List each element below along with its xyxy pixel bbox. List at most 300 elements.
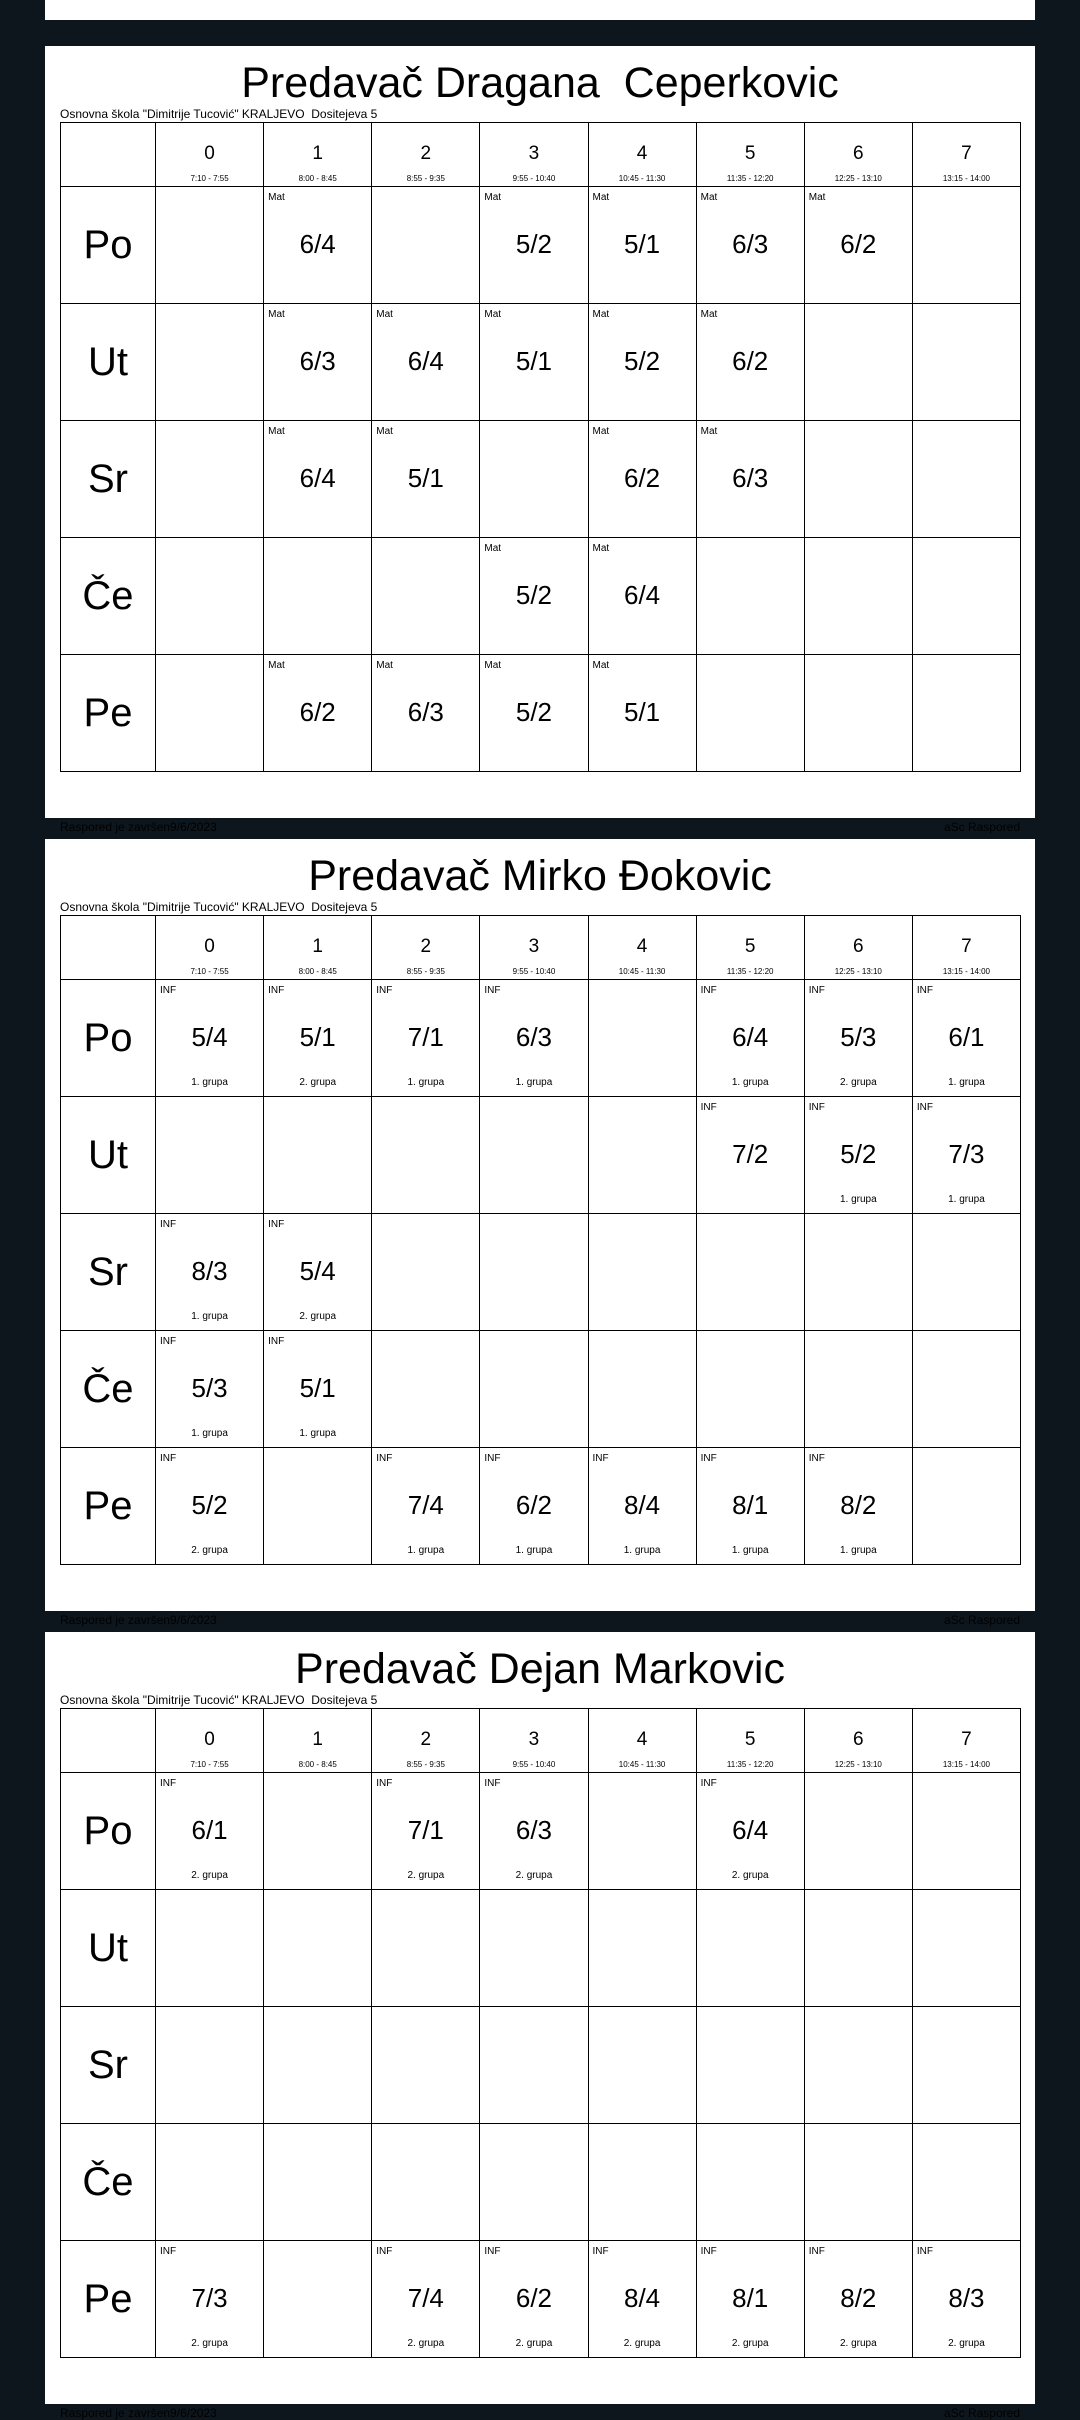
day-row [61,304,1021,421]
empty-cell [804,1331,912,1448]
period-number: 6 [853,143,864,164]
lesson-cell [804,2241,912,2358]
empty-cell [588,2124,696,2241]
class-label: 7/1 [407,1815,444,1845]
class-label: 6/2 [515,2283,553,2313]
class-label: 7/3 [191,2283,228,2313]
empty-cell [912,187,1020,304]
subject-label: INF [160,1778,177,1789]
empty-cell [480,1097,588,1214]
subject-label: Mat [808,192,826,203]
day-row [61,1448,1021,1565]
group-label: 2. grupa [191,1870,228,1881]
day-row [61,980,1021,1097]
class-label: 6/2 [840,229,877,259]
period-time: 9:55 - 10:40 [512,967,556,976]
period-number: 2 [420,936,432,957]
subject-label: INF [268,1336,285,1347]
lesson-cell [588,304,696,421]
lesson-cell [264,655,372,772]
day-label: Sr [61,2007,156,2124]
subject-label: INF [592,1453,609,1464]
lesson-cell [372,421,480,538]
period-number: 4 [636,143,648,164]
lesson-cell [264,187,372,304]
day-label: Če [61,1331,156,1448]
class-label: 6/2 [623,463,661,493]
group-label: 1. grupa [299,1428,337,1439]
period-header [912,123,1020,187]
subject-label: INF [376,2246,393,2257]
class-label: 8/4 [623,2283,661,2313]
lesson-cell [372,2241,480,2358]
class-label: 8/3 [948,2283,985,2313]
empty-cell [372,1331,480,1448]
empty-cell [480,1214,588,1331]
group-label: 1. grupa [839,1545,877,1556]
empty-cell [804,655,912,772]
lesson-cell [480,655,588,772]
subject-label: INF [916,2246,933,2257]
class-label: 6/3 [515,1022,553,1052]
period-number: 1 [312,936,323,957]
class-label: 8/3 [191,1256,228,1286]
group-label: 1. grupa [191,1311,228,1322]
period-time: 12:25 - 13:10 [834,1760,882,1769]
lesson-cell [264,421,372,538]
period-header-row [61,123,1021,187]
lesson-cell [480,187,588,304]
subject-label: Mat [376,426,393,437]
previous-page-edge [45,0,1035,20]
class-label: 5/2 [515,580,553,610]
empty-cell [264,1890,372,2007]
class-label: 5/3 [840,1022,877,1052]
empty-cell [264,1097,372,1214]
lesson-cell [156,2241,264,2358]
lesson-cell [696,1097,804,1214]
period-header [696,1709,804,1773]
subject-label: INF [916,985,933,996]
empty-cell [264,2241,372,2358]
period-header [264,916,372,980]
period-header [156,1709,264,1773]
class-label: 8/2 [840,1490,877,1520]
period-time: 8:55 - 9:35 [406,174,445,183]
period-time: 12:25 - 13:10 [834,174,882,183]
period-number: 2 [420,1729,432,1750]
group-label: 1. grupa [731,1077,769,1088]
lesson-cell [912,1097,1020,1214]
class-label: 6/4 [407,346,444,376]
lesson-cell [156,1448,264,1565]
lesson-cell [264,1214,372,1331]
day-label: Sr [61,1214,156,1331]
empty-cell [480,1890,588,2007]
footer-software: aSc Raspored [943,2406,1020,2420]
day-row [61,655,1021,772]
class-label: 8/1 [732,2283,769,2313]
school-name: Osnovna škola "Dimitrije Tucović" KRALJEVO Dositejeva 5 [60,1693,378,1707]
lesson-cell [696,1448,804,1565]
period-time: 13:15 - 14:00 [942,174,991,183]
day-label: Pe [61,2241,156,2358]
subject-label: Mat [700,426,718,437]
lesson-cell [804,1097,912,1214]
subject-label: INF [268,985,285,996]
day-label: Po [61,187,156,304]
empty-cell [264,1448,372,1565]
lesson-cell [588,538,696,655]
lesson-cell [804,1448,912,1565]
group-label: 1. grupa [948,1077,985,1088]
day-row [61,2124,1021,2241]
subject-label: Mat [268,192,285,203]
class-label: 7/2 [732,1139,769,1169]
period-header [912,916,1020,980]
period-header-row [61,1709,1021,1773]
lesson-cell [480,980,588,1097]
subject-label: INF [160,1219,177,1230]
class-label: 5/1 [623,697,661,727]
group-label: 2. grupa [299,1311,337,1322]
subject-label: Mat [592,192,610,203]
empty-cell [912,538,1020,655]
empty-cell [696,2124,804,2241]
period-number: 4 [636,1729,648,1750]
lesson-cell [156,980,264,1097]
day-row [61,1214,1021,1331]
class-label: 6/4 [732,1022,769,1052]
subject-label: Mat [376,660,393,671]
group-label: 2. grupa [515,1870,553,1881]
period-header [804,123,912,187]
period-header [156,916,264,980]
subject-label: INF [160,1336,177,1347]
empty-cell [912,2124,1020,2241]
class-label: 5/2 [191,1490,228,1520]
class-label: 5/1 [407,463,444,493]
class-label: 5/1 [299,1373,336,1403]
period-number: 0 [204,936,215,957]
period-number: 5 [744,936,756,957]
group-label: 2. grupa [948,2338,985,2349]
period-header [264,1709,372,1773]
empty-cell [156,1890,264,2007]
period-time: 8:55 - 9:35 [406,967,445,976]
empty-cell [156,1097,264,1214]
class-label: 6/4 [623,580,661,610]
group-label: 1. grupa [515,1545,553,1556]
period-number: 7 [961,1729,972,1750]
empty-cell [912,1890,1020,2007]
empty-cell [264,2124,372,2241]
empty-cell [696,2007,804,2124]
empty-cell [372,2007,480,2124]
day-row [61,1773,1021,1890]
period-number: 0 [204,143,215,164]
empty-cell [480,2124,588,2241]
empty-cell [912,1331,1020,1448]
subject-label: Mat [268,660,285,671]
group-label: 1. grupa [407,1545,445,1556]
day-label: Po [61,1773,156,1890]
class-label: 5/1 [623,229,661,259]
period-time: 11:35 - 12:20 [726,967,774,976]
timetable-page [45,46,1035,834]
lesson-cell [480,2241,588,2358]
empty-cell [804,1890,912,2007]
lesson-cell [588,655,696,772]
group-label: 1. grupa [191,1077,228,1088]
period-header [588,1709,696,1773]
empty-cell [804,2124,912,2241]
group-label: 2. grupa [839,1077,877,1088]
period-header [588,123,696,187]
empty-cell [912,421,1020,538]
school-name: Osnovna škola "Dimitrije Tucović" KRALJEVO Dositejeva 5 [60,107,378,121]
subject-label: INF [484,1453,501,1464]
empty-cell [156,538,264,655]
empty-cell [372,1214,480,1331]
empty-cell [588,2007,696,2124]
subject-label: INF [808,985,825,996]
empty-cell [264,2007,372,2124]
subject-label: INF [700,1102,717,1113]
class-label: 5/2 [623,346,661,376]
period-header [372,916,480,980]
empty-cell [480,2007,588,2124]
empty-cell [156,2007,264,2124]
lesson-cell [696,980,804,1097]
subject-label: INF [376,1453,393,1464]
period-number: 6 [853,936,864,957]
day-row [61,538,1021,655]
class-label: 8/4 [623,1490,661,1520]
subject-label: Mat [484,660,502,671]
lesson-cell [156,1331,264,1448]
footer-completed: Raspored je završen9/6/2023 [60,2406,217,2420]
schedule-table [60,1708,1021,2358]
period-time: 10:45 - 11:30 [618,1760,666,1769]
empty-cell [804,2007,912,2124]
empty-cell [588,1331,696,1448]
subject-label: INF [592,2246,609,2257]
period-time: 11:35 - 12:20 [726,174,774,183]
corner-cell [61,1709,156,1773]
group-label: 2. grupa [731,2338,769,2349]
timetable-page [45,1632,1035,2420]
class-label: 7/4 [407,1490,444,1520]
empty-cell [156,655,264,772]
period-time: 8:55 - 9:35 [406,1760,445,1769]
period-header [372,1709,480,1773]
class-label: 5/2 [515,697,553,727]
class-label: 6/4 [732,1815,769,1845]
period-number: 5 [744,143,756,164]
empty-cell [912,655,1020,772]
empty-cell [156,2124,264,2241]
lesson-cell [696,304,804,421]
empty-cell [480,421,588,538]
class-label: 5/1 [299,1022,336,1052]
lesson-cell [264,1331,372,1448]
period-header [804,1709,912,1773]
class-label: 7/3 [948,1139,985,1169]
lesson-cell [480,538,588,655]
group-label: 1. grupa [948,1194,985,1205]
lesson-cell [372,1773,480,1890]
empty-cell [804,1773,912,1890]
empty-cell [912,304,1020,421]
period-time: 9:55 - 10:40 [512,174,556,183]
lesson-cell [588,1448,696,1565]
day-label: Če [61,538,156,655]
period-time: 8:00 - 8:45 [298,1760,337,1769]
subject-label: INF [268,1219,285,1230]
day-label: Po [61,980,156,1097]
subject-label: Mat [700,309,718,320]
group-label: 2. grupa [191,1545,228,1556]
lesson-cell [264,980,372,1097]
lesson-cell [480,1773,588,1890]
class-label: 5/4 [299,1256,336,1286]
schedule-table [60,122,1021,772]
empty-cell [372,538,480,655]
period-header [480,123,588,187]
group-label: 2. grupa [407,1870,445,1881]
subject-label: Mat [376,309,393,320]
group-label: 2. grupa [407,2338,445,2349]
period-time: 9:55 - 10:40 [512,1760,556,1769]
period-header-row [61,916,1021,980]
period-time: 10:45 - 11:30 [618,967,666,976]
empty-cell [804,1214,912,1331]
day-row [61,2007,1021,2124]
subject-label: Mat [592,660,610,671]
empty-cell [912,1448,1020,1565]
subject-label: Mat [700,192,718,203]
group-label: 1. grupa [839,1194,877,1205]
group-label: 2. grupa [191,2338,228,2349]
group-label: 2. grupa [515,2338,553,2349]
period-header [372,123,480,187]
footer-completed: Raspored je završen9/6/2023 [60,1613,217,1627]
empty-cell [912,1214,1020,1331]
corner-cell [61,123,156,187]
subject-label: INF [808,2246,825,2257]
schedule-table [60,915,1021,1565]
subject-label: INF [916,1102,933,1113]
day-label: Ut [61,1097,156,1214]
group-label: 2. grupa [623,2338,661,2349]
class-label: 6/4 [299,463,336,493]
footer-software: aSc Raspored [943,820,1020,834]
lesson-cell [156,1773,264,1890]
period-number: 4 [636,936,648,957]
subject-label: Mat [268,426,285,437]
empty-cell [588,1773,696,1890]
page-title: Predavač Dejan Markovic [295,1645,785,1693]
empty-cell [696,1214,804,1331]
empty-cell [264,538,372,655]
subject-label: Mat [484,309,502,320]
period-number: 5 [744,1729,756,1750]
period-header [480,1709,588,1773]
subject-label: Mat [592,426,610,437]
empty-cell [696,1331,804,1448]
class-label: 8/2 [840,2283,877,2313]
period-number: 7 [961,936,972,957]
lesson-cell [588,187,696,304]
group-label: 2. grupa [731,1870,769,1881]
lesson-cell [696,2241,804,2358]
lesson-cell [372,655,480,772]
period-time: 7:10 - 7:55 [190,967,229,976]
period-time: 12:25 - 13:10 [834,967,882,976]
group-label: 1. grupa [407,1077,445,1088]
empty-cell [156,304,264,421]
empty-cell [588,980,696,1097]
empty-cell [588,1214,696,1331]
empty-cell [696,655,804,772]
subject-label: INF [700,985,717,996]
empty-cell [804,538,912,655]
subject-label: INF [808,1102,825,1113]
subject-label: Mat [592,543,610,554]
class-label: 8/1 [732,1490,769,1520]
day-row [61,421,1021,538]
period-time: 8:00 - 8:45 [298,174,337,183]
lesson-cell [588,421,696,538]
day-row [61,187,1021,304]
class-label: 6/3 [732,229,769,259]
period-time: 13:15 - 14:00 [942,1760,991,1769]
footer-software: aSc Raspored [943,1613,1020,1627]
period-time: 7:10 - 7:55 [190,1760,229,1769]
subject-label: INF [700,2246,717,2257]
class-label: 6/3 [407,697,444,727]
period-number: 3 [528,1729,540,1750]
subject-label: INF [376,985,393,996]
empty-cell [912,1773,1020,1890]
empty-cell [372,1097,480,1214]
period-number: 2 [420,143,432,164]
period-time: 7:10 - 7:55 [190,174,229,183]
lesson-cell [696,421,804,538]
subject-label: INF [160,1453,177,1464]
group-label: 2. grupa [299,1077,337,1088]
class-label: 6/2 [515,1490,553,1520]
lesson-cell [804,980,912,1097]
period-header [264,123,372,187]
subject-label: INF [700,1453,717,1464]
empty-cell [156,187,264,304]
day-label: Če [61,2124,156,2241]
day-row [61,2241,1021,2358]
footer-completed: Raspored je završen9/6/2023 [60,820,217,834]
lesson-cell [372,1448,480,1565]
empty-cell [372,1890,480,2007]
page-title: Predavač Mirko Đokovic [308,852,772,900]
empty-cell [372,187,480,304]
day-row [61,1331,1021,1448]
period-header [480,916,588,980]
lesson-cell [480,1448,588,1565]
class-label: 6/3 [515,1815,553,1845]
group-label: 1. grupa [623,1545,661,1556]
class-label: 6/1 [948,1022,985,1052]
